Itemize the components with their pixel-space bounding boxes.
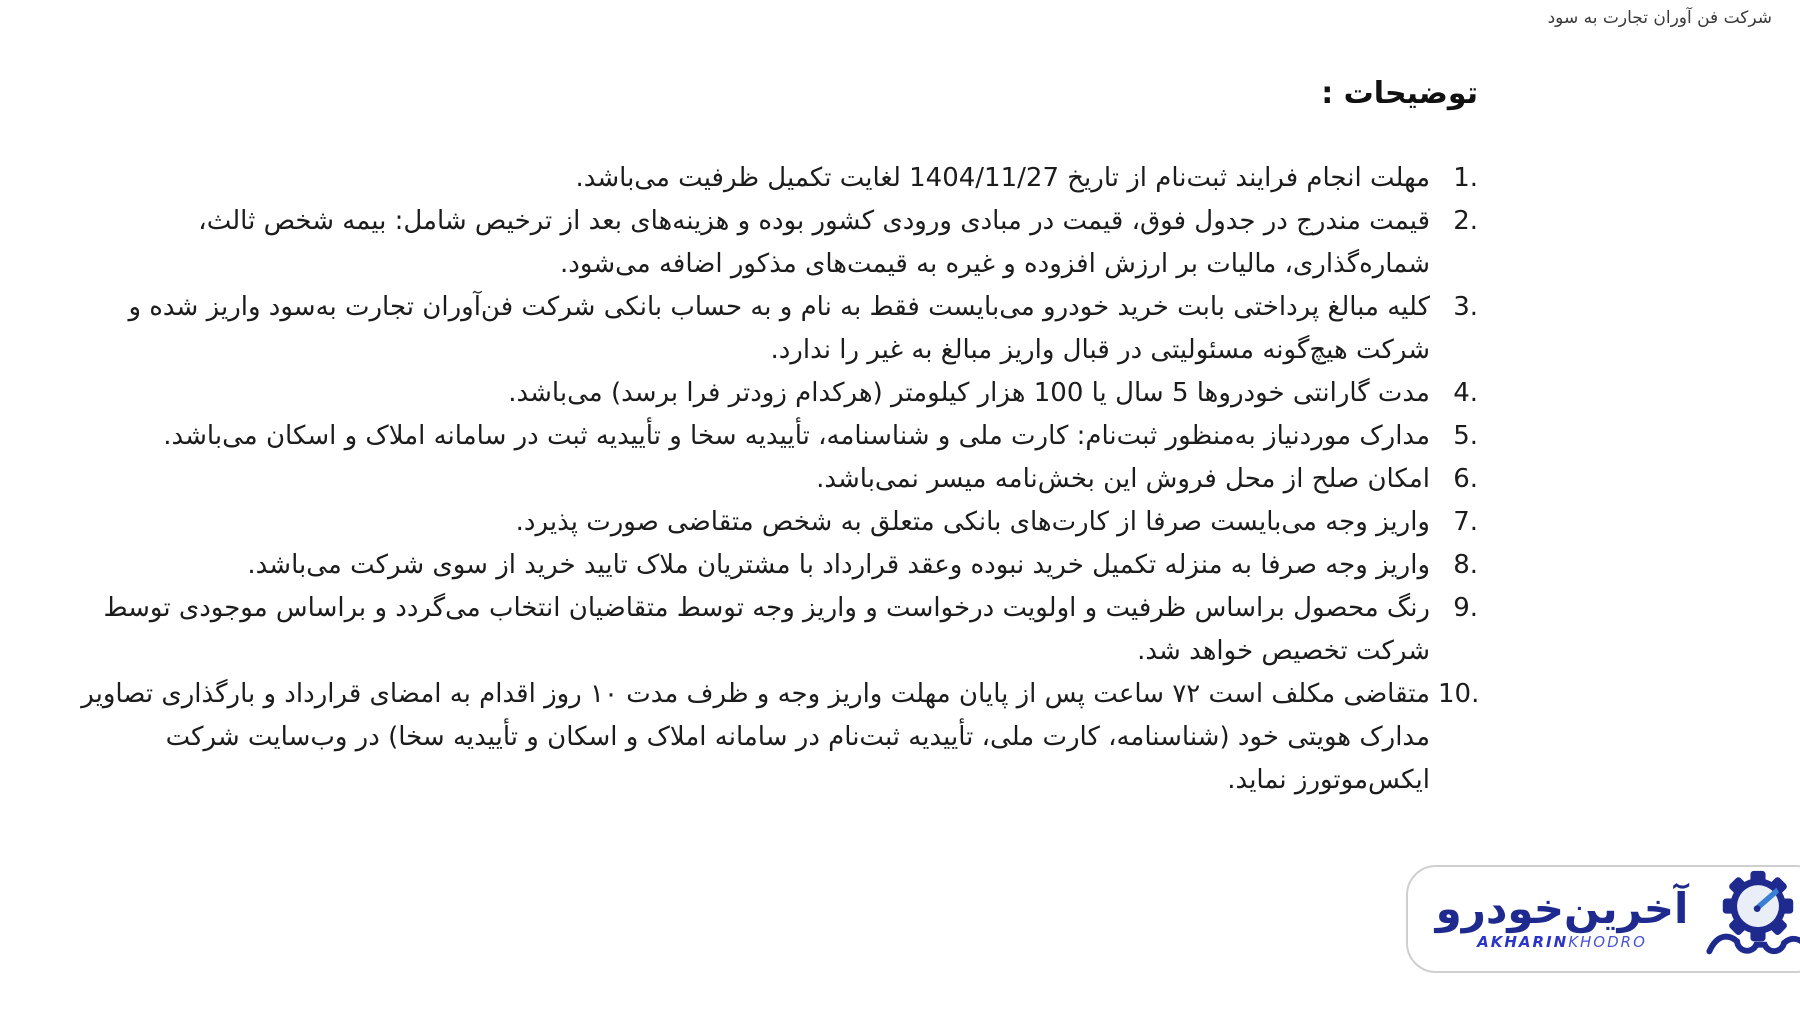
item-number: 8. xyxy=(1453,550,1478,580)
item-text: امکان صلح از محل فروش این بخش‌نامه میسر نمی‌باشد. xyxy=(816,464,1430,494)
item-text: قیمت مندرج در جدول فوق، قیمت در مبادی ورودی کشور بوده و هزینه‌های بعد از ترخیص شامل: بیمه شخص ثالث، شماره‌گذاری، مالیات بر ارزش افزوده و غیره به قیمت‌های مذکور اضافه می‌شود. xyxy=(198,206,1430,279)
item-text: مدت گارانتی خودروها 5 سال یا 100 هزار کیلومتر (هرکدام زودتر فرا برسد) می‌باشد. xyxy=(508,378,1430,408)
logo-wordmark-fa: آخرین‌خودرو xyxy=(1435,884,1689,933)
item-text: مهلت انجام فرایند ثبت‌نام از تاریخ 1404/11/27 لغایت تکمیل ظرفیت می‌باشد. xyxy=(575,163,1430,193)
list-item xyxy=(53,200,1478,286)
list-item xyxy=(53,587,1478,673)
item-number: 1. xyxy=(1453,163,1478,193)
terms-section xyxy=(53,76,1478,802)
akharinkhodro-logo xyxy=(1406,865,1800,973)
list-item xyxy=(53,501,1478,544)
item-number: 9. xyxy=(1453,593,1478,623)
item-text: رنگ محصول براساس ظرفیت و اولویت درخواست و واریز وجه توسط متقاضیان انتخاب می‌گردد و براساس موجودی توسط شرکت تخصیص خواهد شد. xyxy=(103,593,1430,666)
list-item xyxy=(53,544,1478,587)
logo-latin-light: KHODRO xyxy=(1568,933,1647,951)
item-text: واریز وجه صرفا به منزله تکمیل خرید نبوده وعقد قرارداد با مشتریان ملاک تایید خرید از سوی شرکت می‌باشد. xyxy=(247,550,1430,580)
list-item xyxy=(53,157,1478,200)
item-number: 7. xyxy=(1453,507,1478,537)
list-item xyxy=(53,415,1478,458)
item-number: 10. xyxy=(1438,679,1480,709)
item-text: کلیه مبالغ پرداختی بابت خرید خودرو می‌بایست فقط به نام و به حساب بانکی شرکت فن‌آوران تجارت به‌سود واریز شده و شرکت هیچ‌گونه مسئولیتی در قبال واریز مبالغ به غیر را ندارد. xyxy=(128,292,1430,365)
list-item xyxy=(53,673,1478,802)
item-text: مدارک موردنیاز به‌منظور ثبت‌نام: کارت ملی و شناسنامه، تأییدیه سخا و تأییدیه ثبت در سامانه املاک و اسکان می‌باشد. xyxy=(163,421,1430,451)
item-text: متقاضی مکلف است ۷۲ ساعت پس از پایان مهلت واریز وجه و ظرف مدت ۱۰ روز اقدام به امضای قرارداد و بارگذاری تصاویر مدارک هویتی خود (شناسنامه، کارت ملی، تأییدیه ثبت‌نام در سامانه املاک و اسکان و تأییدیه سخا) در وب‌سایت شرکت ایکس‌موتورز نماید. xyxy=(81,679,1430,795)
list-item xyxy=(53,286,1478,372)
company-header: شرکت فن آوران تجارت به سود xyxy=(1547,8,1772,28)
item-number: 6. xyxy=(1453,464,1478,494)
page-title: توضیحات : xyxy=(1321,76,1478,111)
item-number: 4. xyxy=(1453,378,1478,408)
list-item xyxy=(53,372,1478,415)
terms-list xyxy=(53,157,1478,802)
gear-speedometer-car-icon xyxy=(1706,867,1800,971)
list-item xyxy=(53,458,1478,501)
item-text: واریز وجه می‌بایست صرفا از کارت‌های بانکی متعلق به شخص متقاضی صورت پذیرد. xyxy=(515,507,1430,537)
logo-text xyxy=(1428,884,1696,951)
item-number: 2. xyxy=(1453,206,1478,236)
item-number: 5. xyxy=(1453,421,1478,451)
logo-latin-bold: AKHARIN xyxy=(1477,933,1569,951)
item-number: 3. xyxy=(1453,292,1478,322)
logo-wordmark-latin xyxy=(1428,933,1696,951)
